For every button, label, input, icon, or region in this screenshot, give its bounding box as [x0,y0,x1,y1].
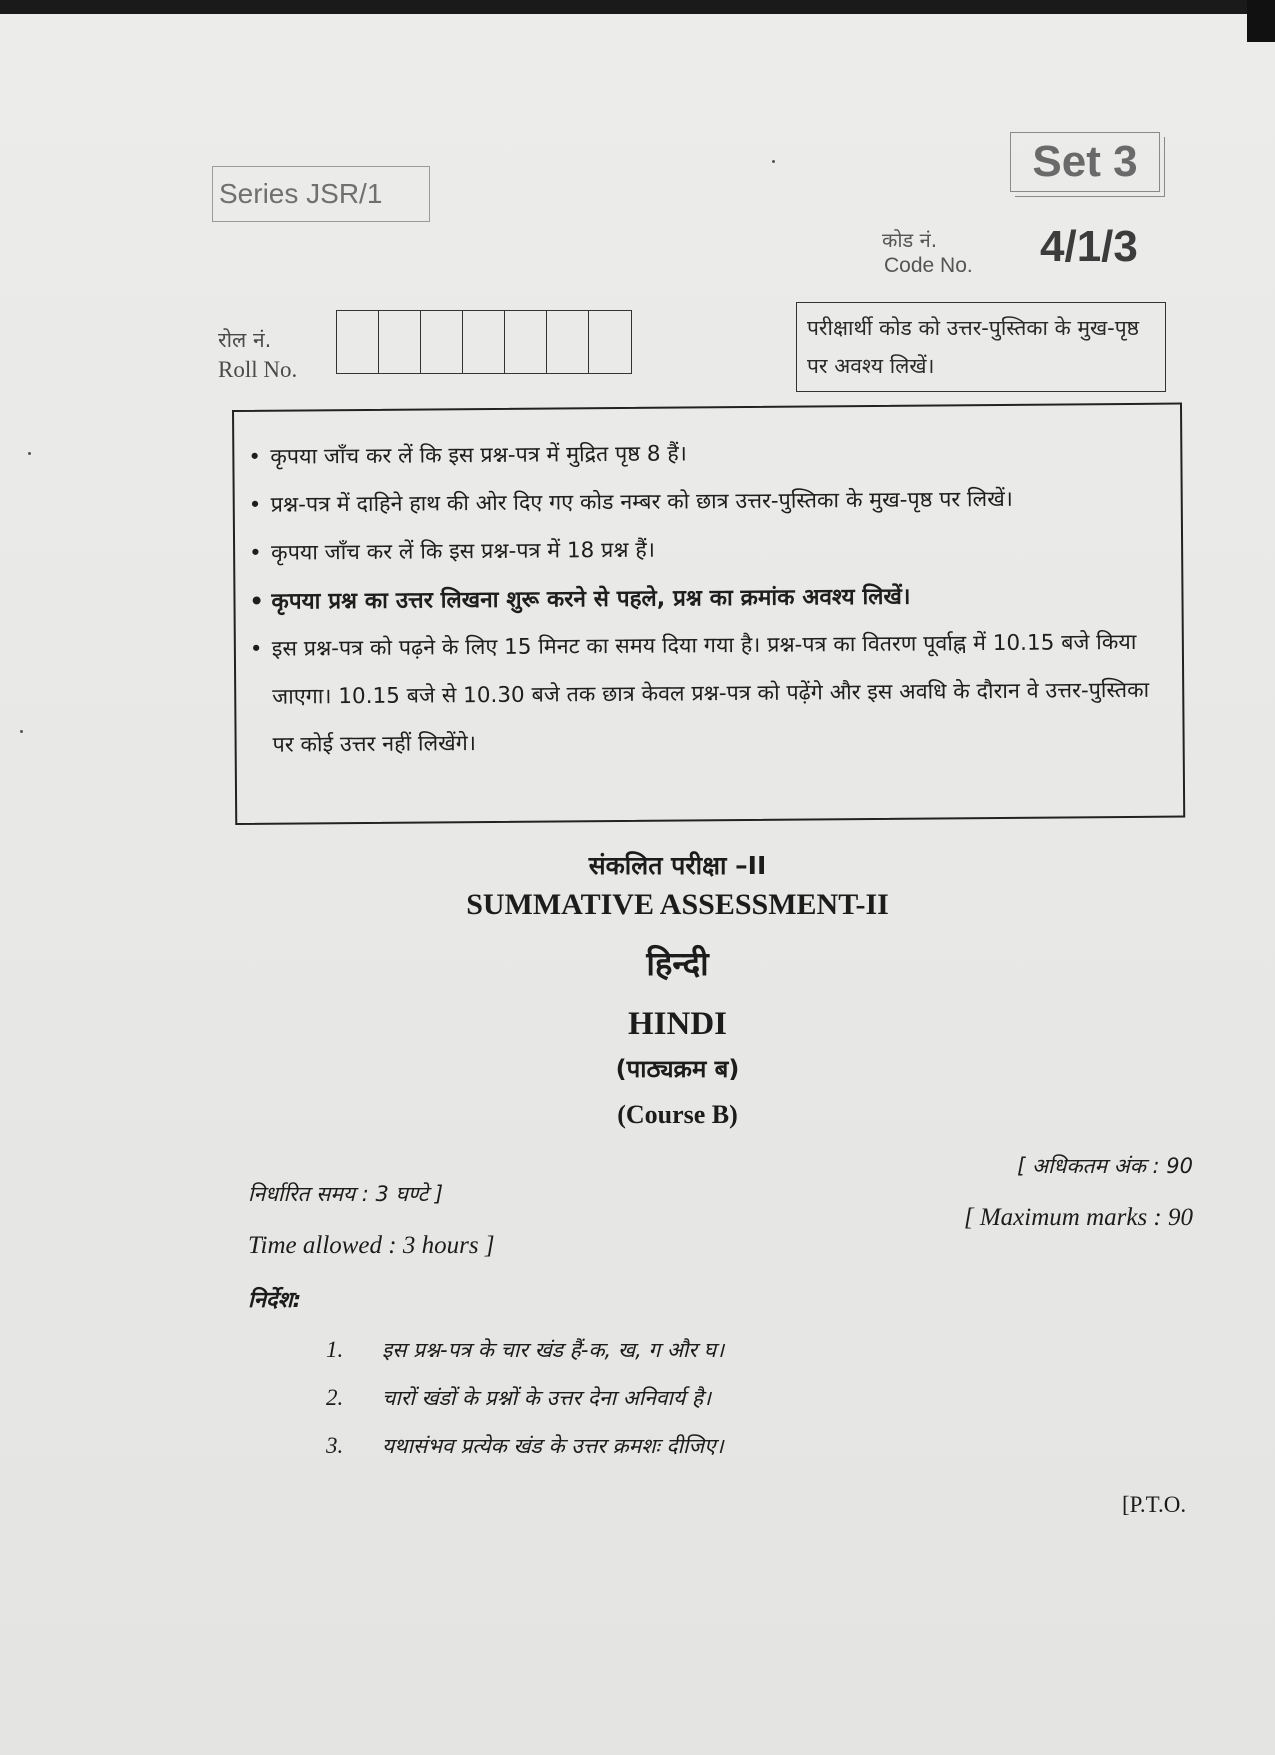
instruction-item: • कृपया प्रश्न का उत्तर लिखना शुरू करने से पहले, प्रश्न का क्रमांक अवश्य लिखें। [249,571,1163,626]
code-instruction-box: परीक्षार्थी कोड को उत्तर-पुस्तिका के मुख-पृष्ठ पर अवश्य लिखें। [796,302,1166,392]
subject-title-english: HINDI [627,1006,728,1042]
code-number: 4/1/3 [1040,222,1138,271]
scan-speck [20,730,23,733]
course-english: (Course B) [617,1100,738,1129]
roll-digit-box[interactable] [337,311,379,373]
general-instructions-box [232,403,1185,825]
exam-title-english: SUMMATIVE ASSESSMENT-II [466,888,889,921]
instruction-list [234,405,1183,770]
direction-item [326,1422,724,1470]
series-label: Series JSR/1 [212,166,430,222]
roll-digit-box[interactable] [463,311,505,373]
instruction-item: • कृपया जाँच कर लें कि इस प्रश्न-पत्र में मुद्रित पृष्ठ 8 हैं। [248,427,1162,482]
direction-text: इस प्रश्न-पत्र के चार खंड हैं-क, ख, ग और घ। [382,1338,725,1362]
roll-label-english: Roll No. [218,357,298,382]
direction-item [326,1326,724,1374]
roll-digit-box[interactable] [547,311,589,373]
subject-title-hindi: हिन्दी [646,944,709,983]
direction-number: 3. [326,1433,344,1458]
scan-speck [28,452,31,455]
scan-speck [772,160,775,163]
set-label: Set 3 [1010,132,1160,192]
roll-digit-box[interactable] [421,311,463,373]
scan-corner-edge [1247,0,1275,42]
time-allowed-hindi: निर्धारित समय : 3 घण्टे ] [248,1182,444,1206]
instruction-item: • इस प्रश्न-पत्र को पढ़ने के लिए 15 मिनट का समय दिया गया है। प्रश्न-पत्र का वितरण पूर्वाह्न में 10.15 बजे किया जाएगा। 10.15 बजे से 10.30 बजे तक छात्र केवल प्रश्न-पत्र को पढ़ेंगे और इस अवधि के दौरान वे उत्तर-पुस्तिका पर कोई उत्तर नहीं लिखेंगे। [250,619,1165,770]
direction-number: 1. [326,1337,344,1362]
scan-top-edge [0,0,1275,14]
code-label-english: Code No. [884,254,973,277]
direction-number: 2. [326,1385,344,1410]
maximum-marks-hindi: [ अधिकतम अंक : 90 [1017,1154,1193,1178]
instruction-item: • कृपया जाँच कर लें कि इस प्रश्न-पत्र में 18 प्रश्न हैं। [249,523,1163,578]
roll-number-boxes[interactable] [336,310,632,374]
directions-heading: निर्देश: [248,1288,302,1313]
directions-list [326,1326,724,1470]
instruction-item: • प्रश्न-पत्र में दाहिने हाथ की ओर दिए गए कोड नम्बर को छात्र उत्तर-पुस्तिका के मुख-पृष्ठ पर लिखें। [249,475,1163,530]
exam-title-hindi: संकलित परीक्षा –II [588,851,767,880]
roll-digit-box[interactable] [505,311,547,373]
direction-item [326,1374,724,1422]
roll-digit-box[interactable] [589,311,631,373]
time-allowed-english: Time allowed : 3 hours ] [248,1232,495,1259]
code-label-hindi: कोड नं. [882,228,938,252]
please-turn-over: [P.T.O. [1122,1492,1187,1517]
course-hindi: (पाठ्यक्रम ब) [615,1055,740,1083]
direction-text: चारों खंडों के प्रश्नों के उत्तर देना अनिवार्य है। [382,1386,711,1410]
roll-digit-box[interactable] [379,311,421,373]
roll-label-hindi: रोल नं. [218,328,272,352]
direction-text: यथासंभव प्रत्येक खंड के उत्तर क्रमशः दीजिए। [382,1434,724,1458]
maximum-marks-english: [ Maximum marks : 90 [963,1204,1193,1231]
